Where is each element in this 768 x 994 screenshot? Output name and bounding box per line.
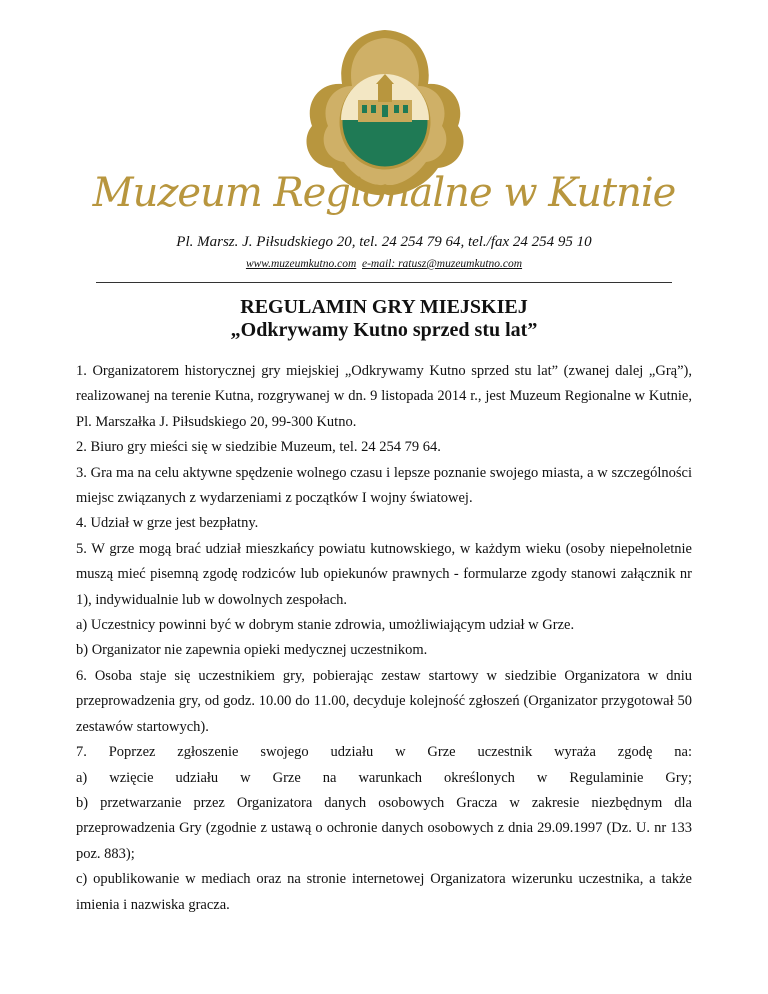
paragraph-7: 7. Poprzez zgłoszenie swojego udziału w Grze uczestnik wyraża zgodę na: bbox=[76, 744, 692, 761]
museum-contact bbox=[0, 258, 768, 270]
regulation-body bbox=[76, 359, 692, 918]
paragraph-4: 4. Udział w grze jest bezpłatny. bbox=[76, 515, 259, 532]
paragraph-3: 3. Gra ma na celu aktywne spędzenie wolnego czasu i lepsze poznanie swojego miasta, a w szczególności miejsc związanych z wydarzeniami z początków I wojny światowej. bbox=[76, 464, 692, 507]
paragraph-5: 5. W grze mogą brać udział mieszkańcy powiatu kutnowskiego, w każdym wieku (osoby niepełnoletnie muszą mieć pisemną zgodę rodziców lub opiekunów prawnych - formularze zgody stanowi załącznik nr 1), indywidualnie lub w dowolnych zespołach. bbox=[76, 540, 692, 608]
paragraph-1: 1. Organizatorem historycznej gry miejskiej „Odkrywamy Kutno sprzed stu lat” (zwanej dalej „Grą”), realizowanej na terenie Kutna, rozgrywanej w dn. 9 listopada 2014 r., jest Muzeum Regionalne w Kutnie, Pl. Marszałka J. Piłsudskiego 20, 99-300 Kutno. bbox=[76, 363, 692, 430]
document-title: REGULAMIN GRY MIEJSKIEJ bbox=[240, 296, 528, 318]
paragraph-5b: b) Organizator nie zapewnia opieki medycznej uczestnikom. bbox=[76, 642, 428, 659]
paragraph-7b: b) przetwarzanie przez Organizatora danych osobowych Gracza w zakresie niezbędnym dla przeprowadzenia Gry (zgodnie z ustawą o ochronie danych osobowych z dnia 29.09.1997 (Dz. U. nr 133 poz. 883); bbox=[76, 794, 692, 862]
website-link[interactable]: www.muzeumkutno.com bbox=[245, 258, 357, 270]
email-link[interactable]: e-mail: ratusz@muzeumkutno.com bbox=[362, 258, 523, 270]
paragraph-7c: c) opublikowanie w mediach oraz na stronie internetowej Organizatora wizerunku uczestnika, a także imienia i nazwiska gracza. bbox=[76, 871, 692, 913]
paragraph-5a: a) Uczestnicy powinni być w dobrym stanie zdrowia, umożliwiającym udział w Grze. bbox=[76, 617, 575, 634]
paragraph-7a: a) wzięcie udziału w Grze na warunkach określonych w Regulaminie Gry; bbox=[76, 769, 692, 786]
document-subtitle: „Odkrywamy Kutno sprzed stu lat” bbox=[230, 319, 538, 341]
paragraph-2: 2. Biuro gry mieści się w siedzibie Muzeum, tel. 24 254 79 64. bbox=[76, 439, 441, 456]
header-divider bbox=[96, 282, 672, 283]
museum-address: Pl. Marsz. J. Piłsudskiego 20, tel. 24 254 79 64, tel./fax 24 254 95 10 bbox=[176, 234, 592, 250]
paragraph-6: 6. Osoba staje się uczestnikiem gry, pobierając zestaw startowy w siedzibie Organizatora w dniu przeprowadzenia gry, od godz. 10.00 do 11.00, decyduje kolejność zgłoszeń (Organizator przygotował 50 zestawów startowych). bbox=[76, 667, 692, 735]
museum-logo-text: Muzeum Regionalne w Kutnie bbox=[92, 170, 676, 216]
logo-medallion-icon bbox=[341, 74, 429, 168]
